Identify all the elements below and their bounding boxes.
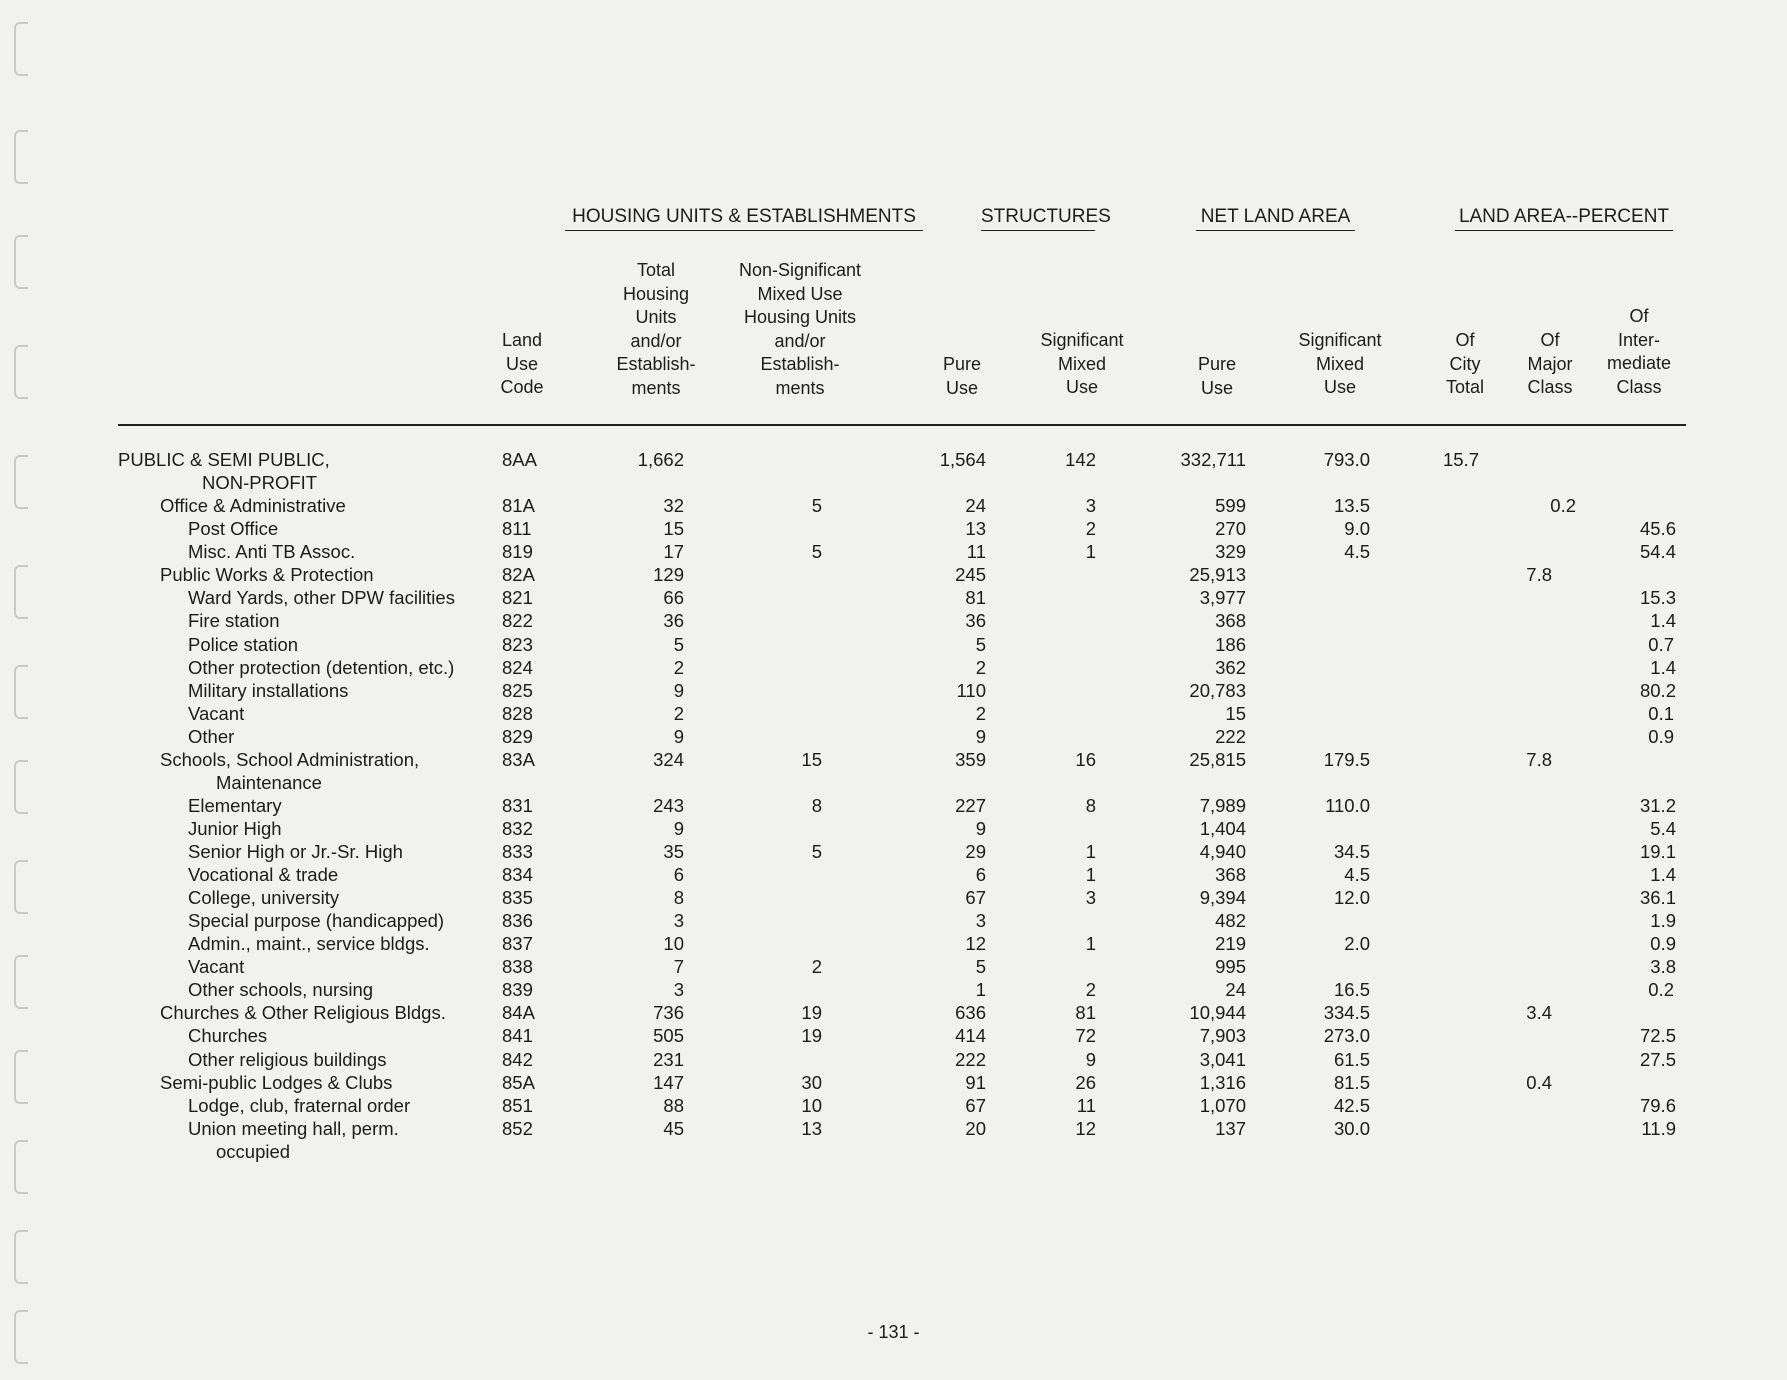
cell-sigmix: 81 <box>1075 1002 1096 1023</box>
table-row <box>0 586 1787 610</box>
cell-pure: 245 <box>955 564 986 585</box>
cell-land-pure: 219 <box>1215 933 1246 954</box>
table-row <box>0 609 1787 633</box>
table-row <box>0 517 1787 541</box>
cell-land-sig: 30.0 <box>1333 1118 1370 1139</box>
cell-total: 231 <box>653 1049 684 1070</box>
cell-land-pure: 3,041 <box>1199 1049 1246 1070</box>
cell-inter: 1.4 <box>1650 657 1676 678</box>
table-row <box>0 1001 1787 1025</box>
cell-land-pure: 25,913 <box>1189 564 1246 585</box>
cell-nonsig: 19 <box>801 1025 822 1046</box>
col-header-pure: Pure Use <box>942 354 982 398</box>
row-label: Churches <box>188 1025 268 1046</box>
cell-major: 3.4 <box>1526 1002 1552 1023</box>
land-use-code: 84A <box>502 1002 535 1023</box>
cell-total: 9 <box>673 680 684 701</box>
land-use-code: 841 <box>502 1025 533 1046</box>
land-use-code: 834 <box>502 864 533 885</box>
row-label: Other schools, nursing <box>188 979 374 1000</box>
land-use-code: 828 <box>502 703 533 724</box>
cell-major: 7.8 <box>1526 749 1552 770</box>
cell-sigmix: 2 <box>1085 979 1096 1000</box>
cell-inter: 0.7 <box>1648 634 1674 655</box>
cell-nonsig: 5 <box>811 495 822 516</box>
table-row <box>0 679 1787 703</box>
cell-pure: 9 <box>975 818 986 839</box>
group-header-land-pct: LAND AREA--PERCENT <box>1455 206 1673 231</box>
cell-land-sig: 42.5 <box>1333 1095 1370 1116</box>
cell-pure: 2 <box>975 657 986 678</box>
cell-land-pure: 482 <box>1215 910 1246 931</box>
cell-total: 147 <box>653 1072 684 1093</box>
cell-inter: 27.5 <box>1639 1049 1676 1070</box>
cell-inter: 3.8 <box>1650 956 1676 977</box>
cell-sigmix: 9 <box>1085 1049 1096 1070</box>
table-row <box>0 955 1787 979</box>
cell-total: 6 <box>673 864 684 885</box>
cell-land-pure: 1,404 <box>1199 818 1246 839</box>
cell-pure: 222 <box>955 1049 986 1070</box>
cell-inter: 0.1 <box>1648 703 1674 724</box>
cell-sigmix: 1 <box>1085 841 1096 862</box>
cell-sigmix: 72 <box>1075 1025 1096 1046</box>
table-row <box>0 1048 1787 1072</box>
cell-land-sig: 12.0 <box>1333 887 1370 908</box>
cell-land-sig: 334.5 <box>1323 1002 1370 1023</box>
cell-land-sig: 81.5 <box>1333 1072 1370 1093</box>
cell-inter: 1.9 <box>1650 910 1676 931</box>
row-label: PUBLIC & SEMI PUBLIC, <box>118 449 330 470</box>
cell-inter: 36.1 <box>1639 887 1676 908</box>
binder-hole <box>14 235 28 289</box>
cell-nonsig: 19 <box>801 1002 822 1023</box>
land-use-code: 836 <box>502 910 533 931</box>
cell-sigmix: 3 <box>1085 495 1096 516</box>
row-label: Special purpose (handicapped) <box>188 910 445 931</box>
cell-pure: 13 <box>965 518 986 539</box>
cell-total: 8 <box>673 887 684 908</box>
cell-land-sig: 9.0 <box>1344 518 1370 539</box>
cell-total: 129 <box>653 564 684 585</box>
cell-total: 36 <box>663 610 684 631</box>
col-header-code: Land Use Code <box>500 330 544 397</box>
group-header-structures: STRUCTURES <box>981 206 1095 231</box>
row-label: Military installations <box>188 680 349 701</box>
cell-pure: 29 <box>965 841 986 862</box>
cell-total: 324 <box>653 749 684 770</box>
table-row <box>0 1117 1787 1141</box>
cell-land-pure: 332,711 <box>1180 449 1246 470</box>
cell-land-pure: 329 <box>1215 541 1246 562</box>
cell-land-sig: 273.0 <box>1323 1025 1370 1046</box>
row-label: Ward Yards, other DPW facilities <box>188 587 455 608</box>
table-row <box>0 840 1787 864</box>
table-row <box>0 633 1787 657</box>
cell-sigmix: 1 <box>1085 541 1096 562</box>
cell-land-sig: 61.5 <box>1333 1049 1370 1070</box>
table-row <box>0 748 1787 772</box>
land-use-code: 821 <box>502 587 533 608</box>
table-row <box>0 1140 1787 1164</box>
row-label: Maintenance <box>216 772 322 793</box>
cell-land-sig: 793.0 <box>1323 449 1370 470</box>
land-use-code: 822 <box>502 610 533 631</box>
land-use-code: 811 <box>502 518 532 539</box>
cell-pure: 110 <box>956 680 986 701</box>
row-label: Other religious buildings <box>188 1049 387 1070</box>
group-header-housing: HOUSING UNITS & ESTABLISHMENTS <box>565 206 923 231</box>
col-header-major: Of Major Class <box>1527 330 1573 397</box>
col-header-nonsig: Non-Significant Mixed Use Housing Units and/or Establish- ments <box>738 260 862 398</box>
land-use-code: 851 <box>502 1095 533 1116</box>
table-row <box>0 702 1787 726</box>
cell-sigmix: 16 <box>1075 749 1096 770</box>
cell-inter: 80.2 <box>1639 680 1676 701</box>
cell-land-pure: 4,940 <box>1199 841 1246 862</box>
cell-inter: 15.3 <box>1639 587 1676 608</box>
col-header-land-pure: Pure Use <box>1197 354 1237 398</box>
cell-land-pure: 137 <box>1215 1118 1246 1139</box>
cell-nonsig: 5 <box>811 841 822 862</box>
land-use-code: 819 <box>502 541 533 562</box>
row-label: Vacant <box>188 703 245 724</box>
row-label: NON-PROFIT <box>202 472 318 493</box>
cell-pure: 24 <box>965 495 986 516</box>
land-use-code: 824 <box>502 657 533 678</box>
cell-total: 15 <box>663 518 684 539</box>
cell-pure: 11 <box>966 541 986 562</box>
cell-land-pure: 3,977 <box>1199 587 1246 608</box>
land-use-code: 852 <box>502 1118 533 1139</box>
table-row <box>0 1094 1787 1118</box>
land-use-code: 839 <box>502 979 533 1000</box>
cell-major: 7.8 <box>1526 564 1552 585</box>
land-use-code: 838 <box>502 956 533 977</box>
land-use-code: 8AA <box>502 449 537 470</box>
cell-pure: 636 <box>955 1002 986 1023</box>
cell-total: 736 <box>653 1002 684 1023</box>
col-header-land-sig: Significant Mixed Use <box>1298 330 1382 397</box>
cell-pure: 5 <box>975 956 986 977</box>
cell-pure: 36 <box>965 610 986 631</box>
row-label: Union meeting hall, perm. <box>188 1118 399 1139</box>
cell-sigmix: 12 <box>1075 1118 1096 1139</box>
cell-sigmix: 142 <box>1065 449 1096 470</box>
cell-land-pure: 186 <box>1215 634 1246 655</box>
cell-land-sig: 2.0 <box>1344 933 1370 954</box>
cell-nonsig: 8 <box>811 795 822 816</box>
table-row <box>0 978 1787 1002</box>
table-row <box>0 771 1787 795</box>
cell-pure: 12 <box>965 933 986 954</box>
cell-land-pure: 9,394 <box>1199 887 1246 908</box>
cell-land-pure: 15 <box>1225 703 1246 724</box>
cell-pure: 67 <box>965 1095 986 1116</box>
cell-sigmix: 11 <box>1076 1095 1096 1116</box>
cell-total: 5 <box>673 634 684 655</box>
table-row <box>0 932 1787 956</box>
cell-pure: 359 <box>955 749 986 770</box>
cell-land-pure: 368 <box>1215 610 1246 631</box>
row-label: Other protection (detention, etc.) <box>188 657 455 678</box>
land-use-code: 82A <box>502 564 535 585</box>
cell-inter: 1.4 <box>1650 610 1676 631</box>
cell-pure: 2 <box>975 703 986 724</box>
cell-land-pure: 362 <box>1215 657 1246 678</box>
col-header-total: Total Housing Units and/or Establish- ments <box>616 260 696 398</box>
cell-total: 88 <box>663 1095 684 1116</box>
land-use-code: 831 <box>502 795 533 816</box>
row-label: Junior High <box>188 818 282 839</box>
cell-land-sig: 13.5 <box>1333 495 1370 516</box>
cell-sigmix: 1 <box>1085 933 1096 954</box>
table-row <box>0 725 1787 749</box>
table-row <box>0 563 1787 587</box>
land-use-code: 823 <box>502 634 533 655</box>
cell-land-pure: 25,815 <box>1189 749 1246 770</box>
col-header-city: Of City Total <box>1445 330 1485 397</box>
cell-land-sig: 110.0 <box>1325 795 1370 816</box>
cell-land-pure: 20,783 <box>1189 680 1246 701</box>
cell-land-sig: 16.5 <box>1333 979 1370 1000</box>
table-row <box>0 794 1787 818</box>
cell-nonsig: 5 <box>811 541 822 562</box>
cell-pure: 67 <box>965 887 986 908</box>
cell-land-pure: 995 <box>1215 956 1246 977</box>
table-row <box>0 448 1787 472</box>
cell-inter: 11.9 <box>1641 1118 1676 1139</box>
cell-total: 66 <box>663 587 684 608</box>
land-use-code: 833 <box>502 841 533 862</box>
row-label: Lodge, club, fraternal order <box>188 1095 411 1116</box>
table-row <box>0 817 1787 841</box>
cell-pure: 5 <box>975 634 986 655</box>
cell-total: 7 <box>673 956 684 977</box>
cell-total: 3 <box>673 910 684 931</box>
header-rule <box>118 424 1686 426</box>
cell-nonsig: 30 <box>801 1072 822 1093</box>
cell-inter: 0.9 <box>1648 726 1674 747</box>
land-use-code: 832 <box>502 818 533 839</box>
cell-total: 1,662 <box>637 449 684 470</box>
cell-pure: 227 <box>955 795 986 816</box>
land-use-code: 81A <box>502 495 535 516</box>
cell-total: 9 <box>673 818 684 839</box>
cell-pure: 6 <box>975 864 986 885</box>
cell-sigmix: 1 <box>1085 864 1096 885</box>
cell-sigmix: 26 <box>1075 1072 1096 1093</box>
table-row <box>0 886 1787 910</box>
cell-inter: 1.4 <box>1650 864 1676 885</box>
binder-hole <box>14 345 28 399</box>
table-row <box>0 471 1787 495</box>
cell-total: 10 <box>663 933 684 954</box>
table-row <box>0 1024 1787 1048</box>
cell-sigmix: 2 <box>1085 518 1096 539</box>
cell-nonsig: 10 <box>801 1095 822 1116</box>
row-label: Schools, School Administration, <box>160 749 420 770</box>
cell-inter: 31.2 <box>1639 795 1676 816</box>
cell-nonsig: 13 <box>801 1118 822 1139</box>
row-label: Churches & Other Religious Bldgs. <box>160 1002 446 1023</box>
cell-land-pure: 7,989 <box>1199 795 1246 816</box>
cell-inter: 54.4 <box>1639 541 1676 562</box>
cell-land-sig: 179.5 <box>1323 749 1370 770</box>
table-row <box>0 863 1787 887</box>
cell-land-pure: 1,316 <box>1199 1072 1246 1093</box>
land-use-code: 837 <box>502 933 533 954</box>
row-label: occupied <box>216 1141 291 1162</box>
cell-total: 35 <box>663 841 684 862</box>
cell-pure: 414 <box>955 1025 986 1046</box>
col-header-inter: Of Inter- mediate Class <box>1606 306 1672 397</box>
page-number: - 131 - <box>867 1322 920 1342</box>
row-label: Admin., maint., service bldgs. <box>188 933 430 954</box>
table-row <box>0 909 1787 933</box>
cell-pure: 3 <box>975 910 986 931</box>
cell-total: 2 <box>673 657 684 678</box>
row-label: Elementary <box>188 795 282 816</box>
group-header-net-land: NET LAND AREA <box>1196 206 1355 231</box>
cell-sigmix: 3 <box>1085 887 1096 908</box>
cell-inter: 0.2 <box>1648 979 1674 1000</box>
row-label: Vacant <box>188 956 245 977</box>
cell-inter: 45.6 <box>1639 518 1676 539</box>
cell-inter: 79.6 <box>1639 1095 1676 1116</box>
cell-pure: 91 <box>965 1072 986 1093</box>
binder-hole <box>14 1230 28 1284</box>
cell-land-pure: 24 <box>1225 979 1246 1000</box>
cell-major: 0.4 <box>1526 1072 1552 1093</box>
cell-total: 32 <box>663 495 684 516</box>
cell-sigmix: 8 <box>1085 795 1096 816</box>
cell-land-pure: 270 <box>1215 518 1246 539</box>
table-row <box>0 656 1787 680</box>
cell-nonsig: 15 <box>801 749 822 770</box>
cell-land-pure: 368 <box>1215 864 1246 885</box>
cell-inter: 0.9 <box>1650 933 1676 954</box>
cell-land-sig: 4.5 <box>1344 864 1370 885</box>
row-label: Misc. Anti TB Assoc. <box>188 541 356 562</box>
row-label: Senior High or Jr.-Sr. High <box>188 841 403 862</box>
cell-inter: 5.4 <box>1650 818 1676 839</box>
land-use-code: 83A <box>502 749 535 770</box>
row-label: Fire station <box>188 610 280 631</box>
table-row <box>0 540 1787 564</box>
row-label: Post Office <box>188 518 279 539</box>
row-label: Semi-public Lodges & Clubs <box>160 1072 393 1093</box>
cell-nonsig: 2 <box>811 956 822 977</box>
cell-land-pure: 222 <box>1215 726 1246 747</box>
row-label: Public Works & Protection <box>160 564 374 585</box>
land-use-code: 842 <box>502 1049 533 1070</box>
cell-land-pure: 7,903 <box>1199 1025 1246 1046</box>
cell-land-sig: 34.5 <box>1333 841 1370 862</box>
cell-total: 3 <box>673 979 684 1000</box>
cell-total: 9 <box>673 726 684 747</box>
cell-pure: 81 <box>965 587 986 608</box>
land-use-code: 85A <box>502 1072 535 1093</box>
cell-pure: 9 <box>975 726 986 747</box>
binder-hole <box>14 130 28 184</box>
cell-total: 45 <box>663 1118 684 1139</box>
cell-pure: 20 <box>965 1118 986 1139</box>
cell-land-pure: 1,070 <box>1199 1095 1246 1116</box>
cell-pure: 1,564 <box>939 449 986 470</box>
cell-total: 243 <box>653 795 684 816</box>
cell-city: 15.7 <box>1442 449 1479 470</box>
land-use-code: 825 <box>502 680 533 701</box>
cell-inter: 72.5 <box>1639 1025 1676 1046</box>
row-label: Other <box>188 726 235 747</box>
row-label: Police station <box>188 634 299 655</box>
cell-total: 17 <box>663 541 684 562</box>
cell-major: 0.2 <box>1550 495 1576 516</box>
cell-inter: 19.1 <box>1639 841 1676 862</box>
cell-total: 505 <box>653 1025 684 1046</box>
cell-land-pure: 10,944 <box>1189 1002 1246 1023</box>
row-label: Office & Administrative <box>160 495 346 516</box>
cell-pure: 1 <box>975 979 986 1000</box>
col-header-sigmix: Significant Mixed Use <box>1040 330 1124 397</box>
row-label: College, university <box>188 887 340 908</box>
cell-land-pure: 599 <box>1215 495 1246 516</box>
table-row <box>0 1071 1787 1095</box>
land-use-code: 835 <box>502 887 533 908</box>
row-label: Vocational & trade <box>188 864 339 885</box>
cell-total: 2 <box>673 703 684 724</box>
binder-hole <box>14 22 28 76</box>
table-row <box>0 494 1787 518</box>
land-use-code: 829 <box>502 726 533 747</box>
cell-land-sig: 4.5 <box>1344 541 1370 562</box>
